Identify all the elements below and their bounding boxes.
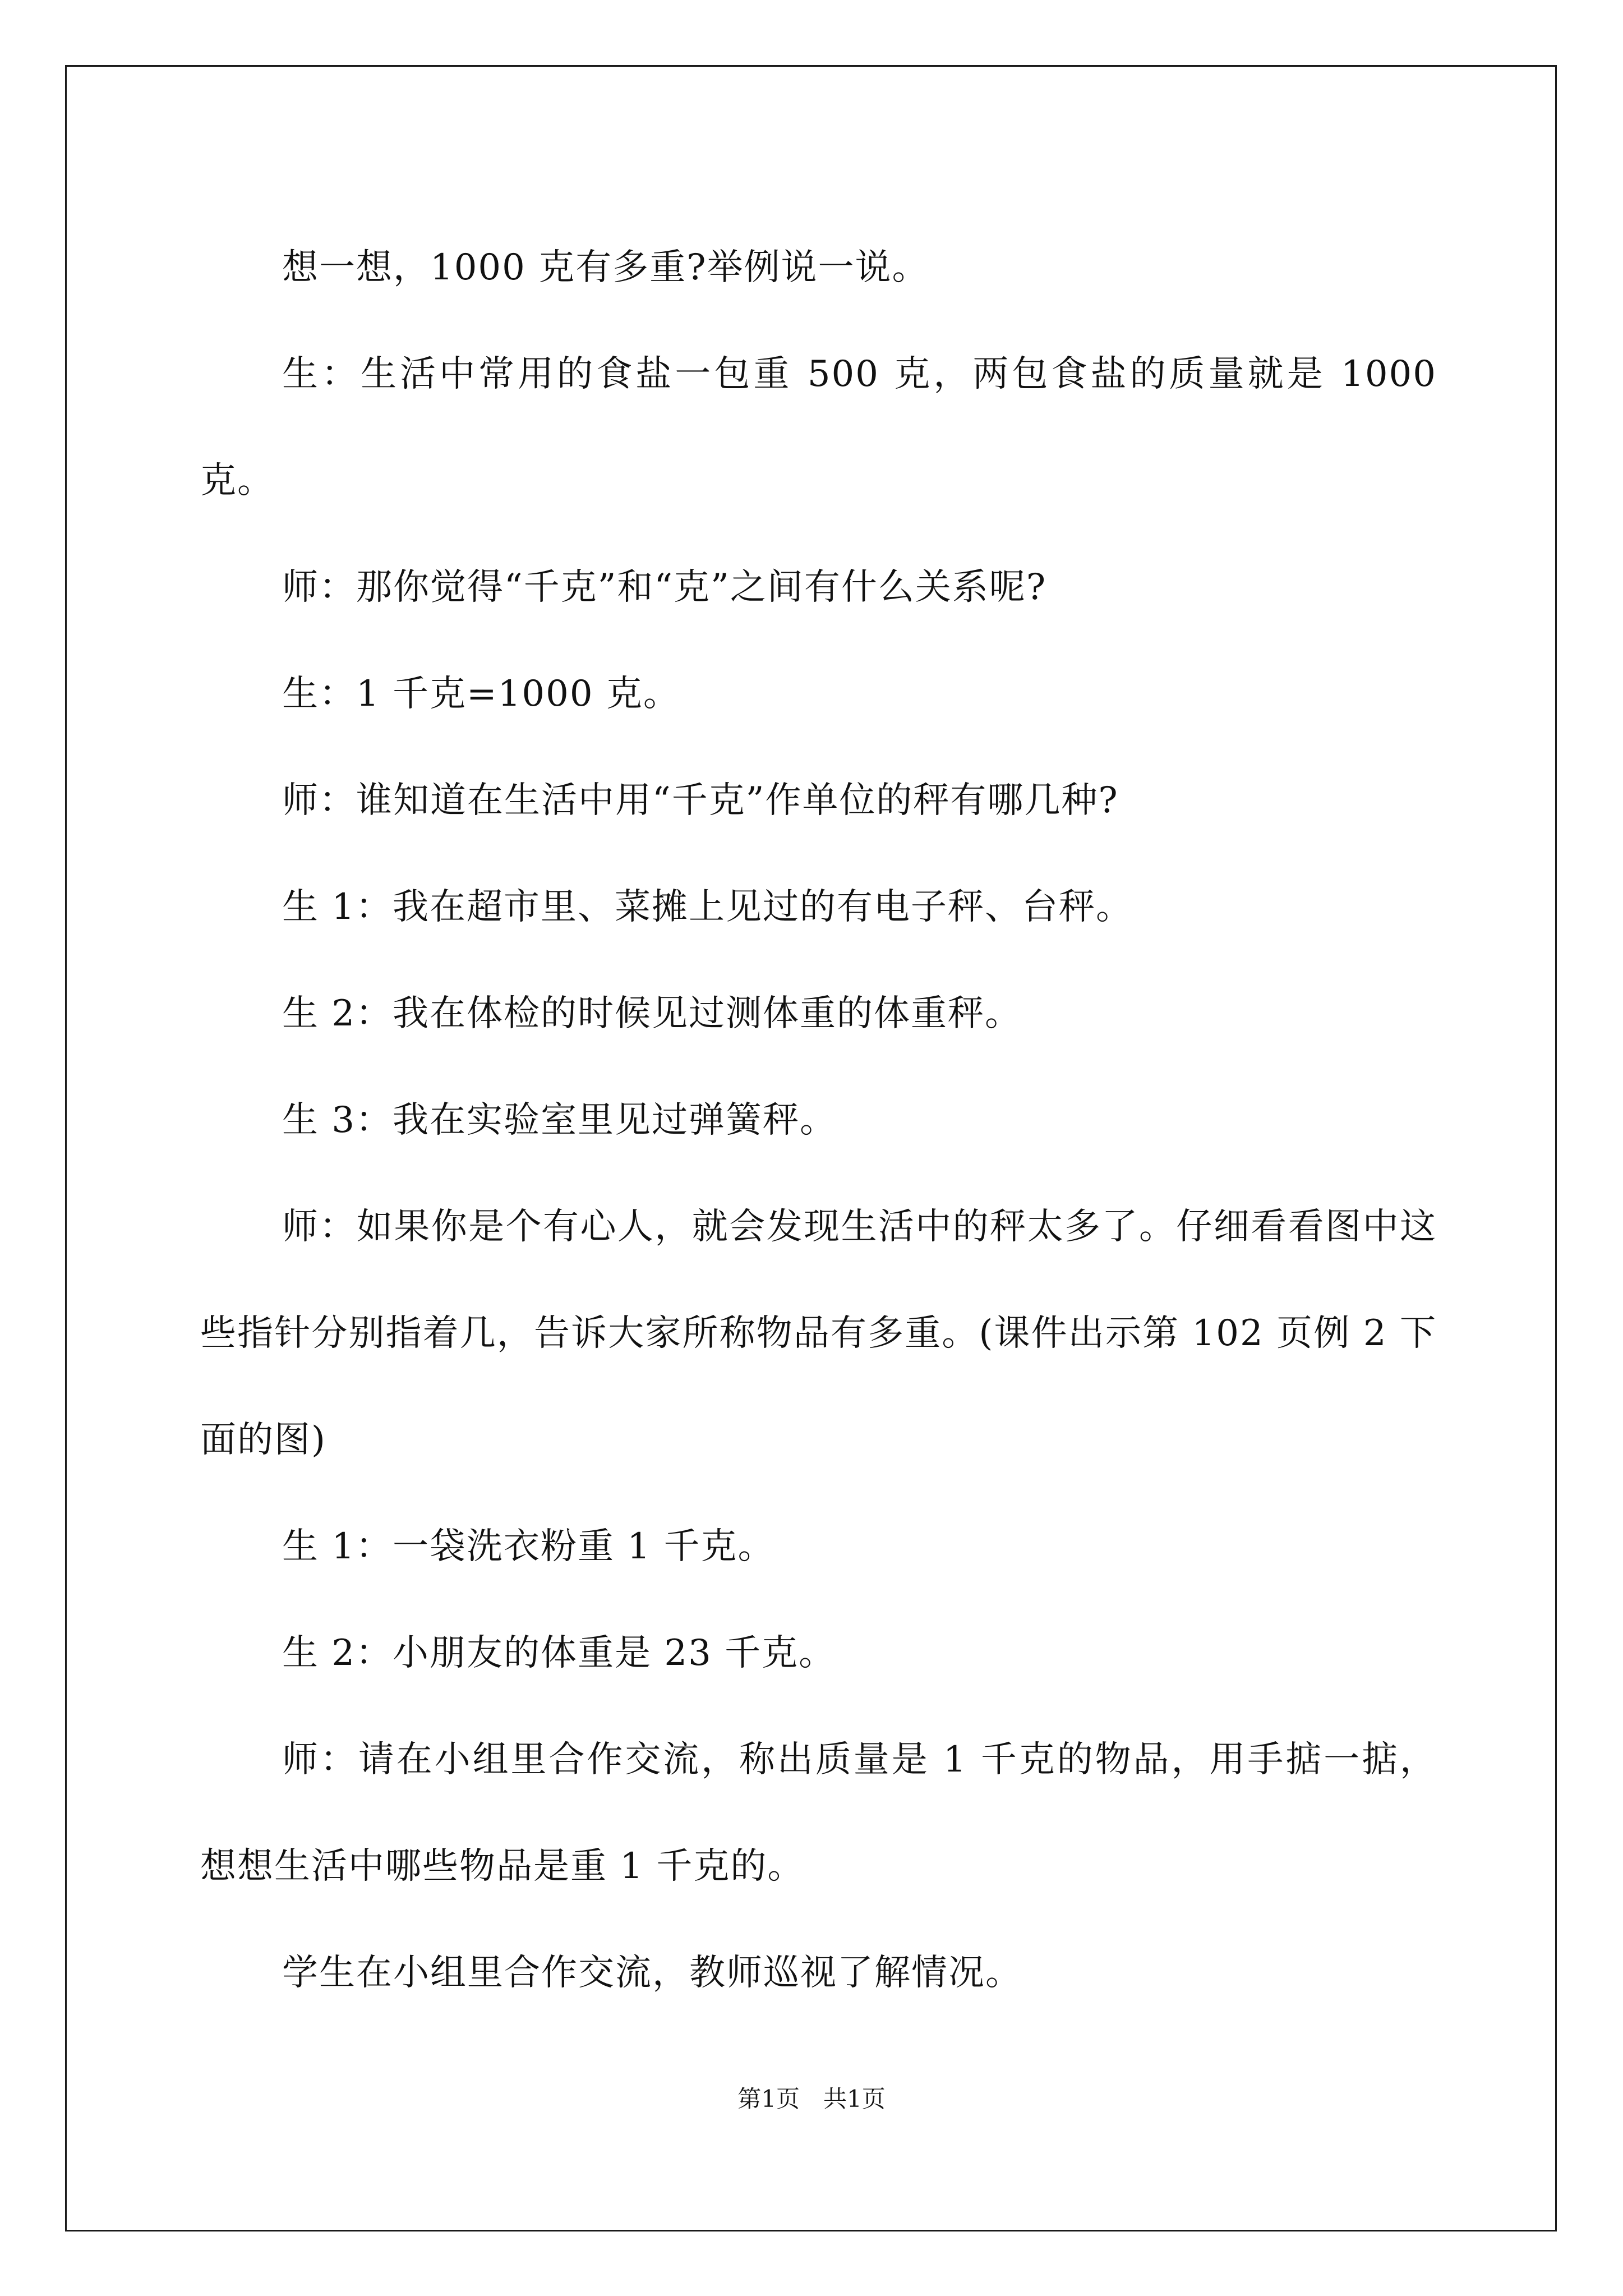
paragraph: 生 1：一袋洗衣粉重 1 千克。 (282, 1526, 775, 1567)
document-body (200, 214, 1437, 2026)
paragraph: 师：那你觉得“千克”和“克”之间有什么关系呢? (282, 567, 1047, 608)
paragraph: 生 1：我在超市里、菜摊上见过的有电子秤、台秤。 (282, 886, 1133, 928)
paragraph: 生 2：我在体检的时候见过测体重的体重秤。 (282, 993, 1022, 1034)
paragraph: 师：请在小组里合作交流，称出质量是 1 千克的物品，用手掂一掂，想想生活中哪些物品是重 1 千克的。 (200, 1739, 1437, 1887)
paragraph: 学生在小组里合作交流，教师巡视了解情况。 (282, 1952, 1022, 1994)
page-footer: 第1页 共1页 (737, 2085, 886, 2113)
paragraph: 生 3：我在实验室里见过弹簧秤。 (282, 1099, 837, 1141)
paragraph: 师：如果你是个有心人，就会发现生活中的秤太多了。仔细看看图中这些指针分别指着几，告诉大家所称物品有多重。(课件出示第 102 页例 2 下面的图) (200, 1206, 1437, 1461)
paragraph: 师：谁知道在生活中用“千克”作单位的秤有哪几种? (282, 780, 1119, 821)
paragraph: 生：生活中常用的食盐一包重 500 克，两包食盐的质量就是 1000 克。 (200, 353, 1437, 501)
paragraph: 生 2：小朋友的体重是 23 千克。 (282, 1632, 836, 1674)
paragraph: 生：1 千克=1000 克。 (282, 673, 680, 715)
paragraph: 想一想，1000 克有多重?举例说一说。 (282, 247, 929, 288)
